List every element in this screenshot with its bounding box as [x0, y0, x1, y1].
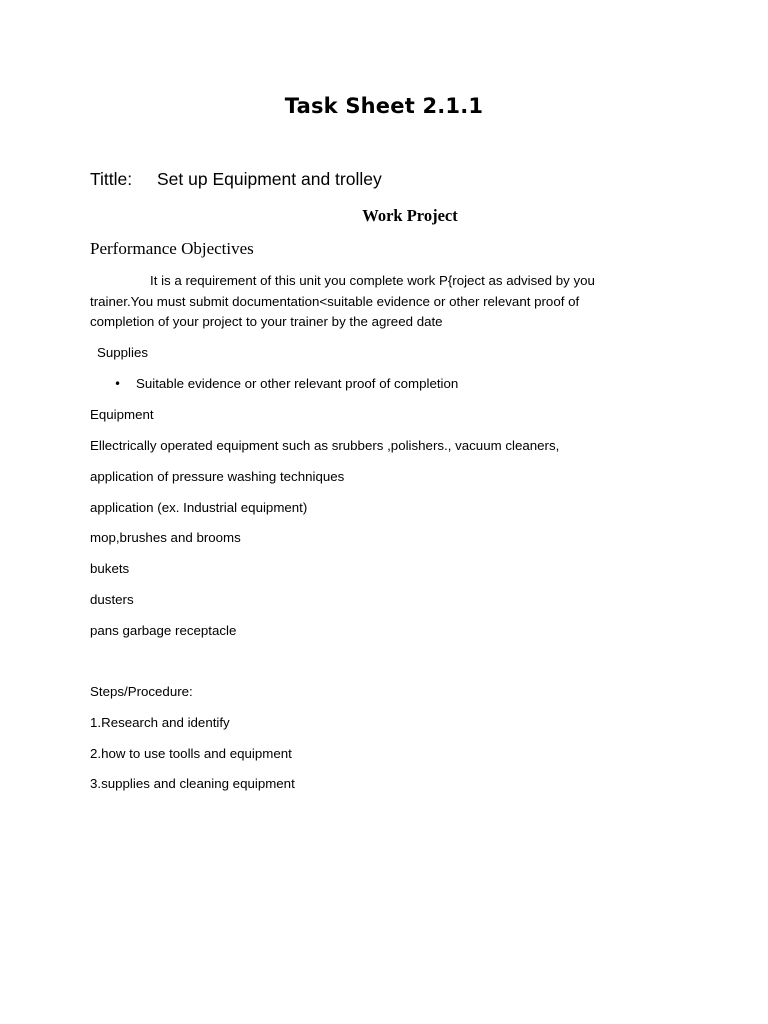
objective-paragraph [90, 271, 595, 333]
bullet-icon: • [114, 377, 122, 391]
equipment-line: pans garbage receptacle [90, 623, 237, 638]
step-item: 3.supplies and cleaning equipment [90, 776, 295, 791]
steps-label: Steps/Procedure: [90, 684, 193, 699]
paragraph-line: completion of your project to your trainer by the agreed date [90, 314, 443, 329]
tittle-label: Tittle: [90, 169, 133, 189]
equipment-line: dusters [90, 592, 134, 607]
equipment-line: Ellectrically operated equipment such as srubbers ,polishers., vacuum cleaners, [90, 438, 560, 453]
tittle-row [90, 169, 382, 190]
tittle-value: Set up Equipment and trolley [157, 169, 382, 189]
paragraph-line: It is a requirement of this unit you complete work P{roject as advised by you [150, 273, 595, 288]
equipment-line: application (ex. Industrial equipment) [90, 500, 308, 515]
equipment-label: Equipment [90, 407, 154, 422]
work-project-heading: Work Project [362, 206, 458, 225]
paragraph-line: trainer.You must submit documentation<suitable evidence or other relevant proof of [90, 293, 580, 309]
step-item: 1.Research and identify [90, 715, 230, 730]
supplies-label: Supplies [97, 345, 149, 360]
equipment-line: bukets [90, 561, 130, 576]
equipment-line: mop,brushes and brooms [90, 530, 241, 545]
step-item: 2.how to use toolls and equipment [90, 746, 292, 761]
equipment-line: application of pressure washing techniques [90, 469, 345, 484]
supplies-item: Suitable evidence or other relevant proof of completion [136, 376, 459, 391]
performance-objectives-heading: Performance Objectives [90, 239, 254, 258]
page-title: Task Sheet 2.1.1 [284, 94, 484, 118]
